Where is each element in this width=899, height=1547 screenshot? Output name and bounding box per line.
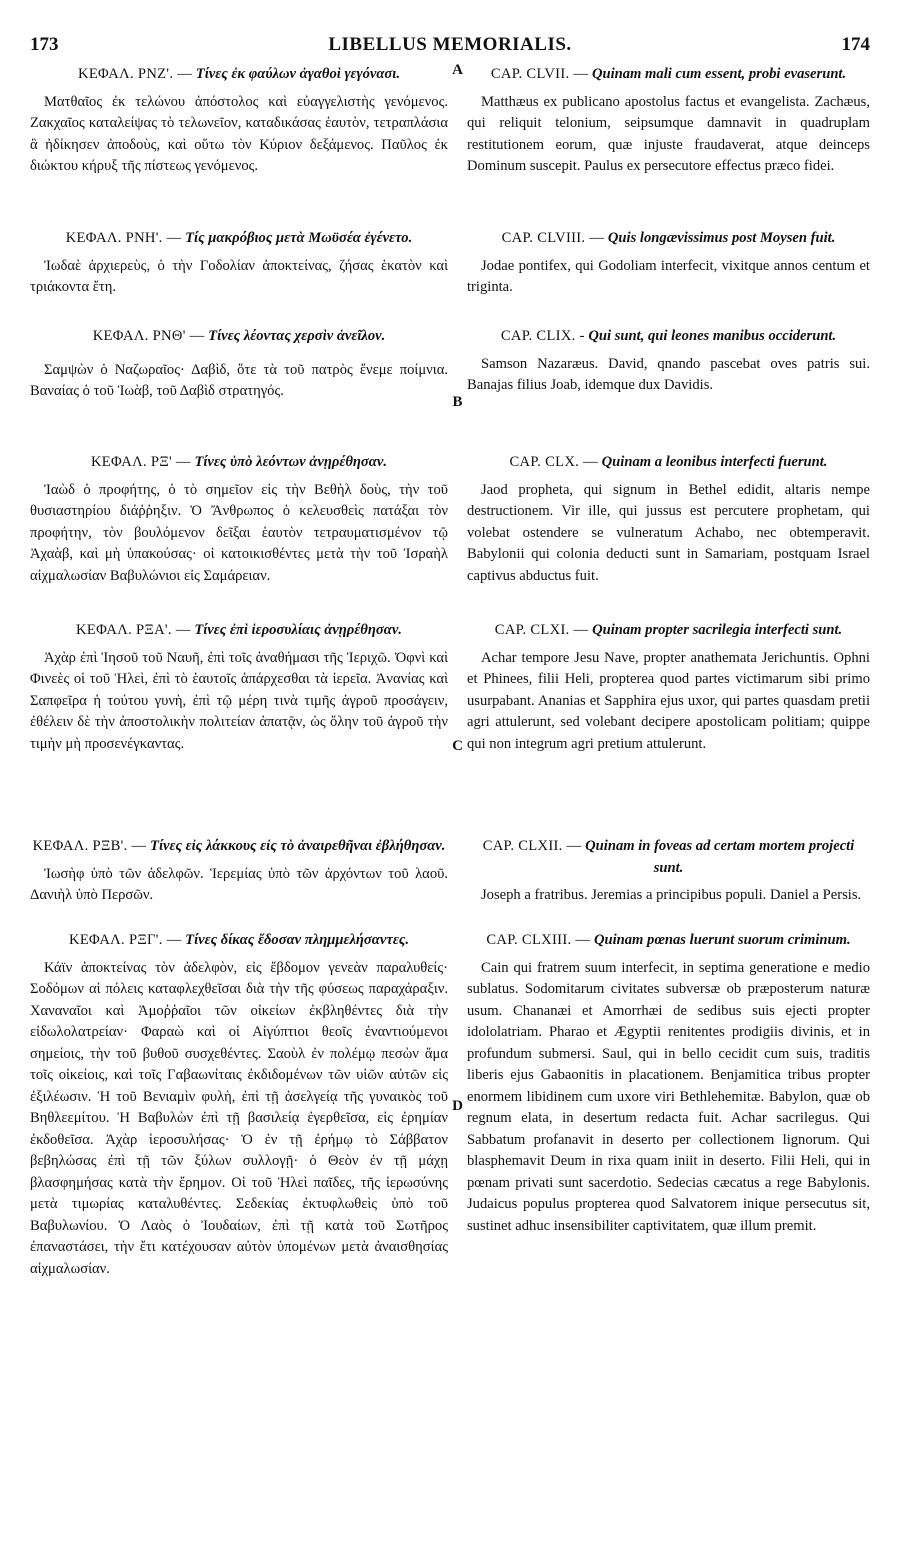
chapter-heading: ΚΕΦΑΛ. ΡΝΘ' — Τίνες λέοντας χερσὶν ἀνεῖλον.: [92, 328, 386, 344]
chapter-heading: CAP. CLVIII. — Quis longævissimus post Moysen fuit.: [501, 230, 836, 246]
section-mark-d: D: [452, 1098, 463, 1114]
greek-chapter-161: [30, 620, 448, 768]
latin-chapter-161: [467, 620, 870, 768]
chapter-heading: ΚΕΦΑΛ. ΡΞΑ'. — Τίνες ἐπὶ ἱεροσυλίαις ἀνῃρέθησαν.: [76, 622, 402, 638]
greek-chapter-160: [30, 452, 448, 600]
chapter-text: Jaod propheta, qui signum in Bethel edidit, altaris nempe destructionem. Vir ille, qui jussus est percutere prophetam, qui volebat ostendere se vulneratum Achabo, nec obtemperavit. Babylonii qui colonia deducti sunt in Samariam, postquam Israel captivus abductus fuit.: [467, 481, 870, 584]
latin-chapter-157: [467, 64, 870, 191]
section-mark-a: A: [452, 62, 463, 78]
chapter-text: Matthæus ex publicano apostolus factus et evangelista. Zachæus, qui reliquit telonium, seipsumque damnavit in quadruplam restitutionem eorum, quæ injuste fraudaverat, atque deinceps Dominum suscepit. Paulus ex persecutore effectus præco fidei.: [467, 93, 870, 174]
chapter-text: Achar tempore Jesu Nave, propter anathemata Jerichuntis. Ophni et Phinees, filii Heli, propterea quod partes victimarum sibi primo usurpabant. Ananias et Sapphira ejus uxor, qui partes quasdam pretii agri attulerunt, sed volebant decipere apostolicam politiam; quippe qui non integrum agri pretium attulerunt.: [467, 649, 870, 752]
chapter-heading: ΚΕΦΑΛ. ΡΝΖ'. — Τίνες ἐκ φαύλων ἀγαθοὶ γεγόνασι.: [77, 66, 400, 82]
chapter-heading: ΚΕΦΑΛ. ΡΞΒ'. — Τίνες εἰς λάκκους εἰς τὸ ἀναιρεθῆναι ἐβλήθησαν.: [32, 838, 446, 854]
chapter-heading: CAP. CLX. — Quinam a leonibus interfecti fuerunt.: [509, 454, 828, 470]
greek-chapter-157: [30, 64, 448, 191]
chapter-heading: ΚΕΦΑΛ. ΡΝΗ'. — Τίς μακρόβιος μετὰ Μωϋσέα ἐγένετο.: [65, 230, 413, 246]
page-header: [30, 34, 870, 58]
latin-chapter-159: [467, 326, 870, 410]
chapter-text: Jodae pontifex, qui Godoliam interfecit, vixitque annos centum et triginta.: [467, 257, 870, 295]
chapter-heading: CAP. CLVII. — Quinam mali cum essent, probi evaserunt.: [490, 66, 847, 82]
chapter-text: Ματθαῖος ἐκ τελώνου ἀπόστολος καὶ εὐαγγελιστὴς γενόμενος. Ζακχαῖος καταλείψας τὸ τελωνεῖον, καταδικάσας ἑαυτὸν, τετραπλάσια ἃ ἠδίκησεν ἀποδοὺς, καὶ οὕτω τὸν Κύριον δεξάμενος. Παῦλος ἐκ διώκτου κήρυξ τῆς πίστεως γενόμενος.: [30, 93, 448, 174]
chapter-heading: CAP. CLIX. - Qui sunt, qui leones manibus occiderunt.: [500, 328, 837, 344]
latin-chapter-162: [467, 836, 870, 920]
chapter-text: Σαμψὼν ὁ Ναζωραῖος· Δαβὶδ, ὅτε τὰ τοῦ πατρὸς ἔνεμε ποίμνια. Βαναίας ὁ τοῦ Ἰωὰβ, τοῦ Δαβὶδ στρατηγός.: [30, 361, 448, 399]
section-mark-c: C: [452, 738, 463, 754]
chapter-text: Κάϊν ἀποκτείνας τὸν ἀδελφὸν, εἰς ἕβδομον γενεὰν παραλυθείς· Σοδόμων αἱ πόλεις καταφλεχθεῖσαι διὰ τὴν τῆς φύσεως παραχάραξιν. Χαναναῖοι καὶ Ἀμοῤῥαῖοι τῶν οἰκείων ἐκβληθέντες διὰ τὴν εἰδωλολατρείαν· Φαραὼ καὶ οἱ Αἰγύπτιοι θεοῖς ἐναντιούμενοι σημείοις, τὴν τοῦ βυθοῦ συσχεθέντες. Σαοὺλ ἐν πολέμῳ πεσὼν ἅμα τοῖς οἰκείοις, καὶ τοῖς Γαβαωνίταις ἐκδιδομένων τῶν υἱῶν αὐτῶν εἰς ἐξιλέωσιν. Ἡ τοῦ Βενιαμὶν φυλὴ, ἐπὶ τῇ ἀσελγείᾳ τῆς γυναικὸς τοῦ Βηθλεεμίτου. Ἡ Βαβυλὼν ἐπὶ τῇ βασιλείᾳ ἐγερθεῖσα, εἰς ἐρημίαν ἐκδοθεῖσα. Ἀχὰρ ἱεροσυλήσας· Ὁ ἐν τῇ ἐρήμῳ τὸ Σάββατον βεβηλώσας ἐπὶ τῇ τῶν ξύλων συλλογῇ· ὁ Θεὸν ἐν τῇ μάχῃ βλασφημήσας κατὰ τὴν ἔρημον. Οἱ τοῦ Ἡλεὶ παῖδες, τῆς ἱερωσύνης μετὰ τιμωρίας καταλυθέντες. Σεδεκίας ἐκτυφλωθεὶς ὑπὸ τοῦ Βαβυλωνίου. Ὁ Λαὸς ὁ Ἰουδαίων, ἐπὶ τῇ κατὰ τοῦ Σωτῆρος ἐπαναστάσει, τὴν ἔτι κατέχουσαν αὐτὸν ὑπομένων μετὰ ἀναισθησίας αἰχμαλωσίαν.: [30, 959, 448, 1277]
latin-chapter-163: [467, 930, 870, 1250]
greek-chapter-163: [30, 930, 448, 1293]
page-number-right: 174: [841, 34, 870, 55]
chapter-text: Ἰωσὴφ ὑπὸ τῶν ἀδελφῶν. Ἱερεμίας ὑπὸ τῶν ἀρχόντων τοῦ λαοῦ. Δανιὴλ ὑπὸ Περσῶν.: [30, 865, 448, 903]
running-title: LIBELLUS MEMORIALIS.: [328, 34, 572, 55]
page-number-left: 173: [30, 34, 59, 55]
greek-chapter-162: [30, 836, 448, 920]
chapter-heading: ΚΕΦΑΛ. ΡΞ' — Τίνες ὑπὸ λεόντων ἀνῃρέθησαν.: [90, 454, 388, 470]
chapter-text: Ἀχὰρ ἐπὶ Ἰησοῦ τοῦ Ναυῆ, ἐπὶ τοῖς ἀναθήμασι τῆς Ἰεριχῶ. Ὀφνὶ καὶ Φινεὲς οἱ τοῦ Ἡλεὶ, ἐπὶ τὸ ἑαυτοῖς ἀπάρχεσθαι τὰ ἱερεῖα. Ἀνανίας καὶ Σαπφεῖρα ἡ τούτου γυνὴ, ἐπὶ τῷ μέρη τινὰ τιμῆς ἀγροῦ προσάγειν, ἐθέλειν δὲ τὴν ἀποστολικὴν πολιτείαν ἀπατᾷν, ὡς ὅλην τοῦ ἀγροῦ τὴν τιμὴν μὴ προσενέγκαντας.: [30, 649, 448, 752]
chapter-heading: CAP. CLXI. — Quinam propter sacrilegia interfecti sunt.: [494, 622, 843, 638]
chapter-text: Samson Nazaræus. David, qnando pascebat oves patris sui. Banajas filius Joab, idemque dux Davidis.: [467, 355, 870, 393]
chapter-text: Cain qui fratrem suum interfecit, in septima generatione e medio sublatus. Sodomitarum civitates subversæ ob præposterum naturæ usum. Chananæi et Amorrhæi de sedibus suis ejecti propter idololatriam. Pharao et Ægyptii renitentes prodigiis divinis, et in profundum submersi. Saul, qui in bello cecidit cum suis, traditis liberis ejus Gabaonitis in placationem. Benjamitica tribus propter enormem libidinem cum uxore viri Bethlehemitæ. Babylon, quæ ob regnum elata, in desertum redacta fuit. Achar sacrilegus. Qui Sabbatum profanavit in deserto per collectionem lignorum. Qui blasphemavit Deum in rixa quam iniit in deserto. Filii Heli, qui in pœnam privati sunt sacerdotio. Sedecias cæcatus a rege Babylonis. Judaicus populus propterea quod Salvatorem inique persecutus sit, sustinet adhuc insensibiliter captivitatem, quæ illum premit.: [467, 959, 870, 1234]
greek-chapter-158: [30, 228, 448, 312]
chapter-text: Ἰαὼδ ὁ προφήτης, ὁ τὸ σημεῖον εἰς τὴν Βεθὴλ δοὺς, τὴν τοῦ θυσιαστηρίου διάῤῥηξιν. Ὁ Ἄνθρωπος ὁ κελευσθεὶς πατάξαι τὸν προφήτην, τὸν βουλόμενον δεῖξαι ἑαυτὸν τετραυματισμένον τῷ Ἀχαὰβ, καὶ μὴ ὑπακούσας· οἱ κατοικισθέντες μετὰ τὴν τοῦ Ἰσραὴλ αἰχμαλωσίαν Βαβυλώνιοι εἰς Σαμάρειαν.: [30, 481, 448, 584]
latin-chapter-158: [467, 228, 870, 312]
chapter-heading: ΚΕΦΑΛ. ΡΞΓ'. — Τίνες δίκας ἔδοσαν πλημμελήσαντες.: [69, 932, 409, 948]
chapter-text: Joseph a fratribus. Jeremias a principibus populi. Daniel a Persis.: [481, 887, 862, 903]
section-mark-b: B: [452, 394, 463, 410]
latin-chapter-160: [467, 452, 870, 600]
chapter-heading: CAP. CLXIII. — Quinam pœnas luerunt suorum criminum.: [486, 932, 851, 948]
greek-chapter-159: [30, 326, 448, 416]
chapter-text: Ἰωδαὲ ἀρχιερεὺς, ὁ τὴν Γοδολίαν ἀποκτείνας, ζήσας ἑκατὸν καὶ τριάκοντα ἔτη.: [30, 257, 448, 295]
chapter-heading: CAP. CLXII. — Quinam in foveas ad certam mortem projecti sunt.: [482, 838, 855, 876]
